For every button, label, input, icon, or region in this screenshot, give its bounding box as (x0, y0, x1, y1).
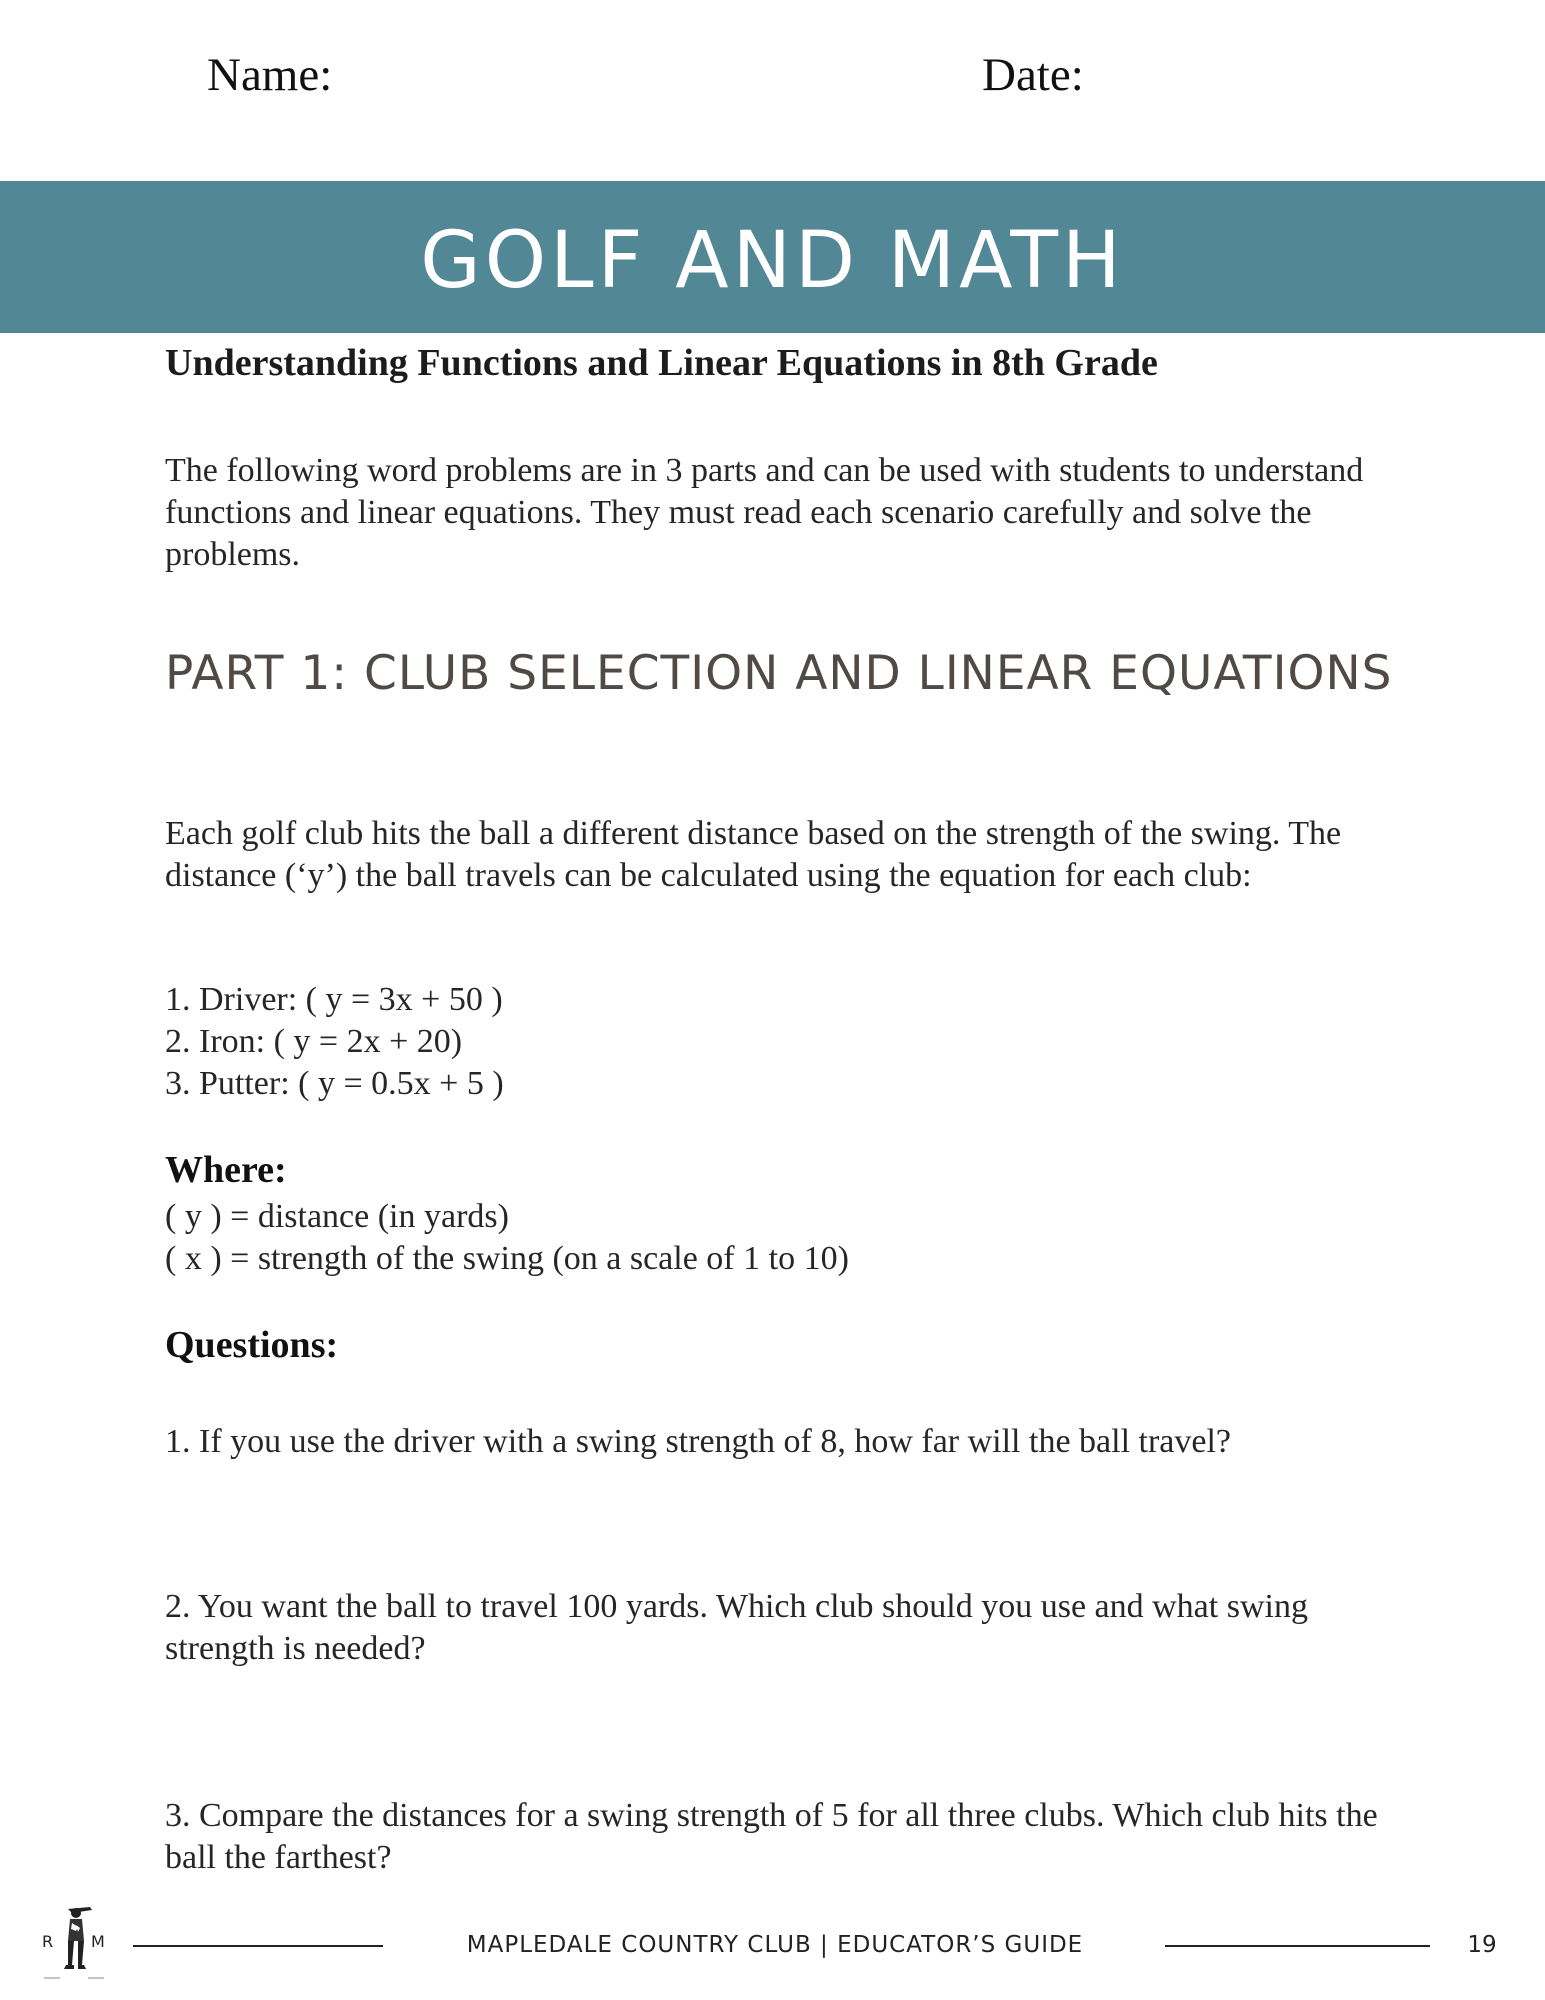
part1-heading: PART 1: CLUB SELECTION AND LINEAR EQUATIONS (165, 646, 1393, 701)
questions-heading: Questions: (165, 1324, 339, 1366)
club-equation-iron: 2. Iron: ( y = 2x + 20) (165, 1023, 463, 1060)
golfer-logo-icon (38, 1905, 110, 1985)
club-equation-driver: 1. Driver: ( y = 3x + 50 ) (165, 981, 503, 1018)
page-number: 19 (1467, 1932, 1497, 1958)
variable-definition-y: ( y ) = distance (in yards) (165, 1198, 509, 1235)
club-equation-putter: 3. Putter: ( y = 0.5x + 5 ) (165, 1065, 504, 1102)
logo-letter-m: M (91, 1932, 105, 1951)
logo-letter-r: R (42, 1932, 54, 1951)
page-title: GOLF AND MATH (420, 216, 1125, 306)
where-heading: Where: (165, 1149, 287, 1191)
name-label: Name: (207, 49, 333, 101)
footer-rule-left (133, 1945, 383, 1947)
variable-definition-x: ( x ) = strength of the swing (on a scale of 1 to 10) (165, 1240, 849, 1277)
date-label: Date: (982, 49, 1084, 101)
question-2: 2. You want the ball to travel 100 yards. Which club should you use and what swing strength is needed? (165, 1588, 1308, 1667)
page-subtitle: Understanding Functions and Linear Equations in 8th Grade (165, 342, 1158, 384)
club-description: Each golf club hits the ball a different distance based on the strength of the swing. The distance (‘y’) the ball travels can be calculated using the equation for each club: (165, 815, 1342, 894)
club-logo (38, 1905, 110, 1985)
club-equation-list (165, 979, 1385, 1105)
footer-title: MAPLEDALE COUNTRY CLUB | EDUCATOR’S GUIDE (466, 1932, 1084, 1958)
footer-rule-right (1165, 1945, 1430, 1947)
question-1: 1. If you use the driver with a swing strength of 8, how far will the ball travel? (165, 1423, 1232, 1460)
question-3: 3. Compare the distances for a swing strength of 5 for all three clubs. Which club hits the ball the farthest? (165, 1797, 1378, 1876)
title-banner (0, 181, 1545, 333)
variable-definitions (165, 1196, 1385, 1280)
intro-paragraph: The following word problems are in 3 parts and can be used with students to understand functions and linear equations. They must read each scenario carefully and solve the problems. (165, 452, 1364, 573)
